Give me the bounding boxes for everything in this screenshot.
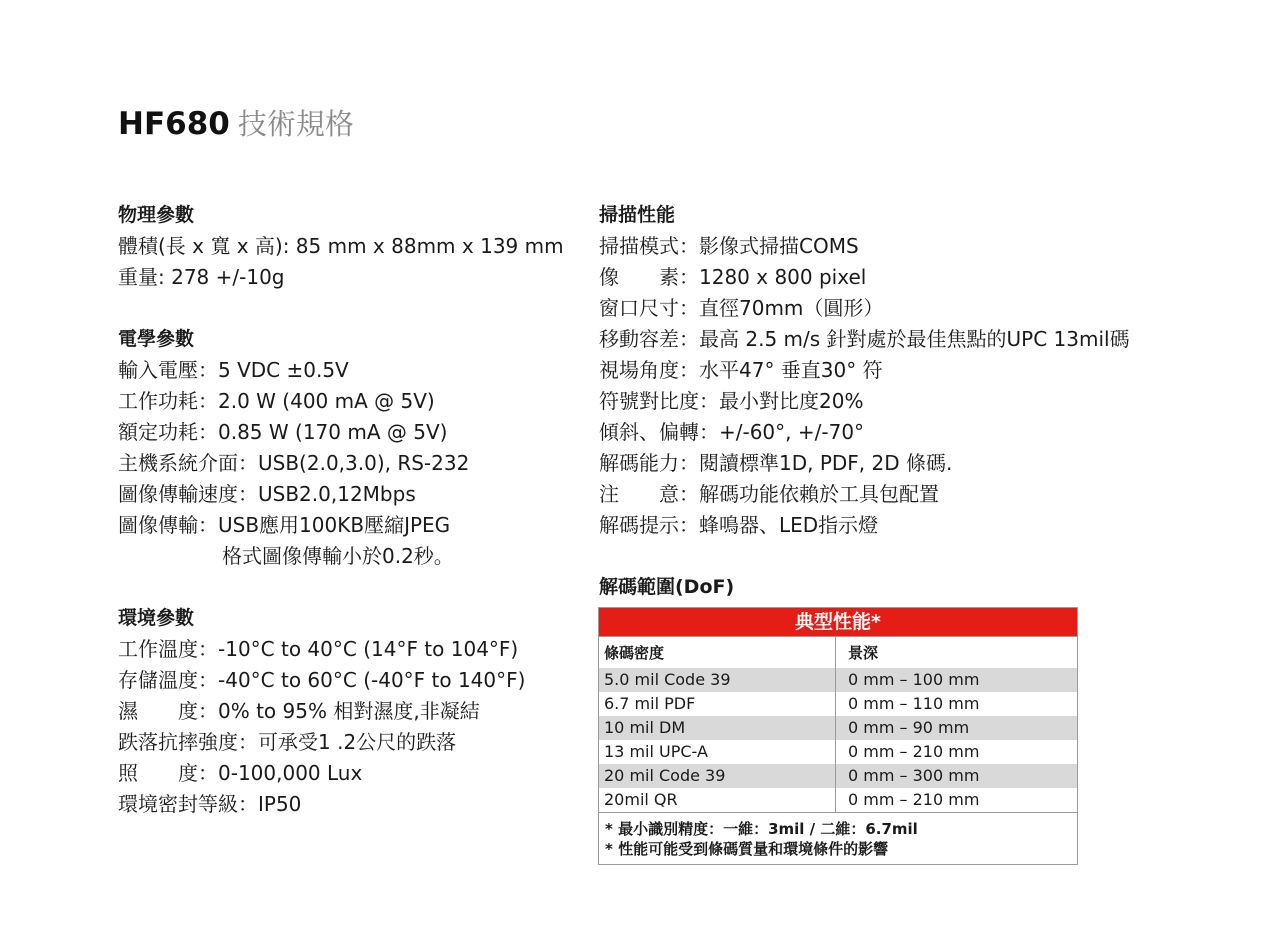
density-cell: 13 mil UPC-A (599, 740, 836, 764)
table-row (599, 668, 1077, 692)
density-cell: 20 mil Code 39 (599, 764, 836, 788)
scan-line: 移動容差：最高 2.5 m/s 針對處於最佳焦點的UPC 13mil碼 (599, 327, 1130, 351)
environment-line: 存儲溫度：-40°C to 60°C (-40°F to 140°F) (118, 668, 526, 692)
dof-table (598, 607, 1078, 865)
electrical-line: 輸入電壓：5 VDC ±0.5V (118, 358, 349, 382)
table-row (599, 764, 1077, 788)
electrical-line: 圖像傳輸速度：USB2.0,12Mbps (118, 482, 416, 506)
column-header-depth: 景深 (848, 644, 879, 662)
left-column (118, 200, 578, 820)
page-title (118, 104, 354, 144)
electrical-line: 工作功耗：2.0 W (400 mA @ 5V) (118, 389, 435, 413)
scan-line: 傾斜、偏轉：+/-60°, +/-70° (599, 420, 865, 444)
depth-cell: 0 mm – 210 mm (848, 790, 980, 809)
electrical-line: 主機系統介面：USB(2.0,3.0), RS-232 (118, 451, 470, 475)
page-subtitle: 技術規格 (237, 107, 354, 141)
dof-table-notes (599, 812, 1077, 864)
note-line: * 最小識別精度：一維：3mil / 二維：6.7mil (605, 820, 918, 838)
scan-line: 視場角度：水平47° 垂直30° 符 (599, 358, 883, 382)
dof-table-header (599, 636, 1077, 668)
depth-cell: 0 mm – 300 mm (848, 766, 980, 785)
environment-line: 環境密封等級：IP50 (118, 792, 302, 816)
table-row (599, 716, 1077, 740)
environment-line: 照 度：0-100,000 Lux (118, 761, 363, 785)
scan-line: 解碼能力：閱讀標準1D, PDF, 2D 條碼. (599, 451, 953, 475)
note-line: * 性能可能受到條碼質量和環境條件的影響 (605, 840, 889, 858)
scan-line: 符號對比度：最小對比度20% (599, 389, 864, 413)
right-column (599, 200, 1249, 603)
dof-table-title: 典型性能* (599, 608, 1077, 636)
table-row (599, 788, 1077, 812)
density-cell: 6.7 mil PDF (599, 692, 836, 716)
scan-heading: 掃描性能 (599, 204, 676, 226)
density-cell: 10 mil DM (599, 716, 836, 740)
physical-line: 體積(長 x 寬 x 高): 85 mm x 88mm x 139 mm (118, 234, 564, 258)
electrical-line: 圖像傳輸：USB應用100KB壓縮JPEG (118, 513, 451, 537)
scan-line: 像 素：1280 x 800 pixel (599, 265, 867, 289)
density-cell: 5.0 mil Code 39 (599, 668, 836, 692)
environment-line: 工作溫度：-10°C to 40°C (14°F to 104°F) (118, 637, 519, 661)
column-header-density: 條碼密度 (599, 637, 836, 668)
density-cell: 20mil QR (599, 788, 836, 812)
model-name: HF680 (118, 106, 230, 142)
depth-cell: 0 mm – 210 mm (848, 742, 980, 761)
physical-line: 重量: 278 +/-10g (118, 265, 285, 289)
scan-line: 窗口尺寸：直徑70mm（圓形） (599, 296, 884, 320)
environment-line: 濕 度：0% to 95% 相對濕度,非凝結 (118, 699, 480, 723)
scan-line: 解碼提示：蜂鳴器、LED指示燈 (599, 513, 879, 537)
scan-line: 注 意：解碼功能依賴於工具包配置 (599, 482, 939, 506)
physical-heading: 物理參數 (118, 204, 195, 226)
table-row (599, 692, 1077, 716)
depth-cell: 0 mm – 100 mm (848, 670, 980, 689)
electrical-heading: 電學參數 (118, 328, 195, 350)
environment-line: 跌落抗摔強度：可承受1 .2公尺的跌落 (118, 730, 457, 754)
scan-line: 掃描模式：影像式掃描COMS (599, 234, 859, 258)
depth-cell: 0 mm – 110 mm (848, 694, 980, 713)
depth-cell: 0 mm – 90 mm (848, 718, 970, 737)
electrical-line: 額定功耗：0.85 W (170 mA @ 5V) (118, 420, 448, 444)
electrical-continuation: 格式圖像傳輸小於0.2秒。 (222, 544, 454, 568)
environment-heading: 環境參數 (118, 607, 195, 629)
table-row (599, 740, 1077, 764)
dof-heading: 解碼範圍(DoF) (599, 576, 735, 598)
